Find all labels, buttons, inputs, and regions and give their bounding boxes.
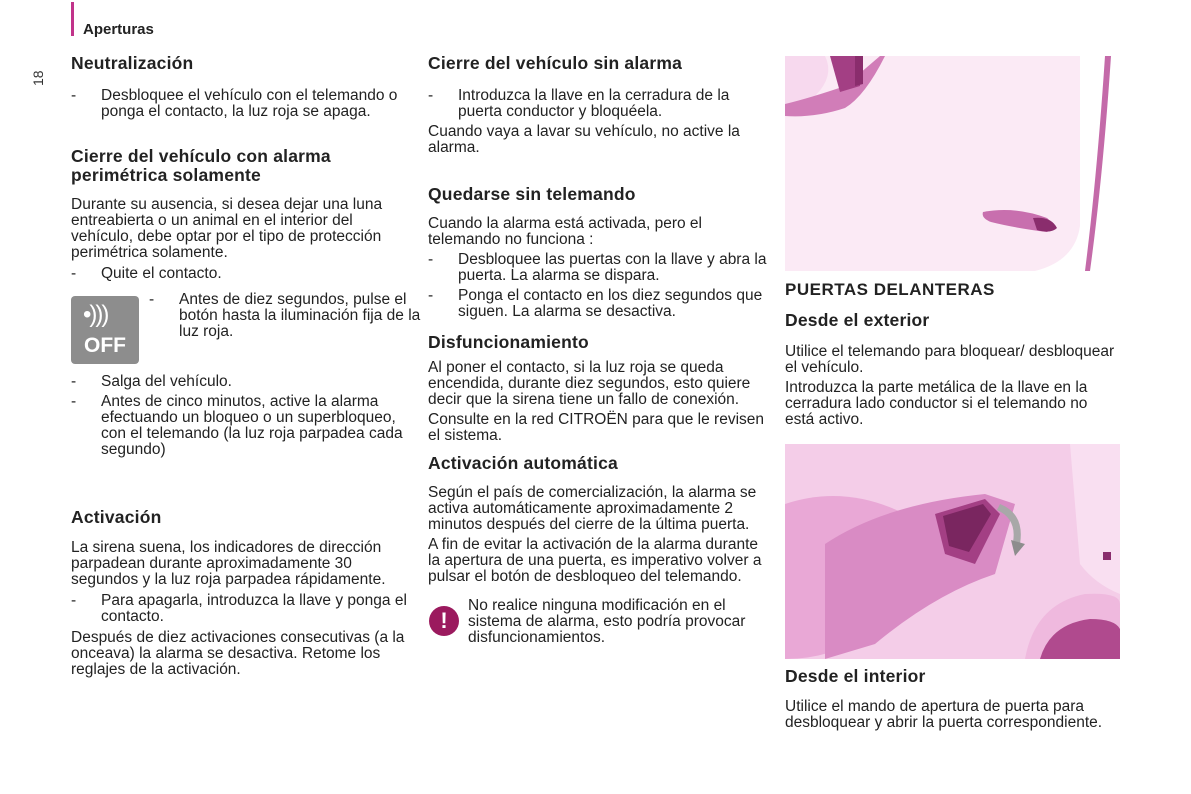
section-title: Aperturas: [83, 21, 154, 38]
paragraph: Durante su ausencia, si desea dejar una luna entreabierta o un animal en el interior del vehículo, debe optar por el tipo de protección perimétrica solamente.: [71, 196, 383, 261]
heading-neutralizacion: Neutralización: [71, 53, 194, 73]
paragraph: Al poner el contacto, si la luz roja se queda encendida, durante diez segundos, esto quiere decir que la sirena tiene un fallo de conexión.: [428, 359, 751, 408]
list-item: - Introduzca la llave en la cerradura de la puerta conductor y bloquéela.: [428, 87, 730, 120]
list-item: - Antes de cinco minutos, active la alarma efectuando un bloqueo o un superbloqueo, con el telemando (la luz roja parpadea cada segundo): [71, 393, 403, 458]
paragraph: Cuando la alarma está activada, pero el telemando no funciona :: [428, 215, 702, 248]
paragraph: La sirena suena, los indicadores de dirección parpadean durante aproximadamente 30 segundos y la luz roja parpadea rápidamente.: [71, 539, 386, 588]
column-right-lower: [785, 667, 1120, 731]
heading-disfuncionamiento: Disfuncionamiento: [428, 332, 589, 352]
heading-puertas-delanteras: PUERTAS DELANTERAS: [785, 280, 995, 299]
heading-perimetrica: Cierre del vehículo con alarma perimétrica solamente: [71, 146, 331, 185]
section-marker: [71, 2, 74, 36]
list-item: - Desbloquee las puertas con la llave y abra la puerta. La alarma se dispara.: [428, 251, 767, 284]
heading-activacion: Activación: [71, 507, 162, 527]
door-interior-illustration: [785, 444, 1120, 659]
heading-desde-interior: Desde el interior: [785, 666, 926, 686]
list-item: - Salga del vehículo.: [71, 373, 232, 390]
heading-desde-exterior: Desde el exterior: [785, 310, 930, 330]
heading-sin-alarma: Cierre del vehículo sin alarma: [428, 53, 683, 73]
door-exterior-image: [785, 56, 1120, 271]
door-interior-image: [785, 444, 1120, 659]
paragraph: Consulte en la red CITROËN para que le revisen el sistema.: [428, 411, 764, 444]
column-right: [785, 280, 1120, 428]
list-item: - Para apagarla, introduzca la llave y ponga el contacto.: [71, 592, 407, 625]
list-item: - Antes de diez segundos, pulse el botón hasta la iluminación fija de la luz roja.: [149, 291, 421, 340]
warning-icon: !: [429, 606, 459, 636]
paragraph: Según el país de comercialización, la alarma se activa automáticamente aproximadamente 2 minutos después del cierre de la última puerta.: [428, 484, 757, 533]
paragraph: A fin de evitar la activación de la alarma durante la apertura de una puerta, es imperativo volver a pulsar el botón de desbloqueo del telemando.: [428, 536, 762, 585]
paragraph: Introduzca la parte metálica de la llave en la cerradura lado conductor si el telemando no está activo.: [785, 379, 1088, 428]
warning-box: [428, 598, 768, 668]
icon-instruction: [71, 291, 421, 370]
list-item: - Desbloquee el vehículo con el telemando o ponga el contacto, la luz roja se apaga.: [71, 87, 398, 120]
list-item: - Quite el contacto.: [71, 265, 222, 282]
paragraph: Cuando vaya a lavar su vehículo, no active la alarma.: [428, 123, 740, 156]
paragraph: Utilice el telemando para bloquear/ desbloquear el vehículo.: [785, 343, 1115, 376]
door-exterior-illustration: [785, 56, 1120, 271]
paragraph: Después de diez activaciones consecutivas (a la onceava) la alarma se desactiva. Retome los reglajes de la activación.: [71, 629, 405, 678]
column-middle: [428, 54, 768, 668]
heading-activacion-automatica: Activación automática: [428, 453, 618, 473]
list-item: - Ponga el contacto en los diez segundos que siguen. La alarma se desactiva.: [428, 287, 763, 320]
column-left: [71, 53, 421, 678]
heading-sin-telemando: Quedarse sin telemando: [428, 184, 636, 204]
warning-text: No realice ninguna modificación en el sistema de alarma, esto podría provocar disfuncionamientos.: [468, 597, 746, 646]
page-number: 18: [30, 70, 46, 86]
remote-signal-icon: •))) OFF: [71, 296, 139, 364]
paragraph: Utilice el mando de apertura de puerta para desbloquear y abrir la puerta correspondiente.: [785, 698, 1103, 731]
